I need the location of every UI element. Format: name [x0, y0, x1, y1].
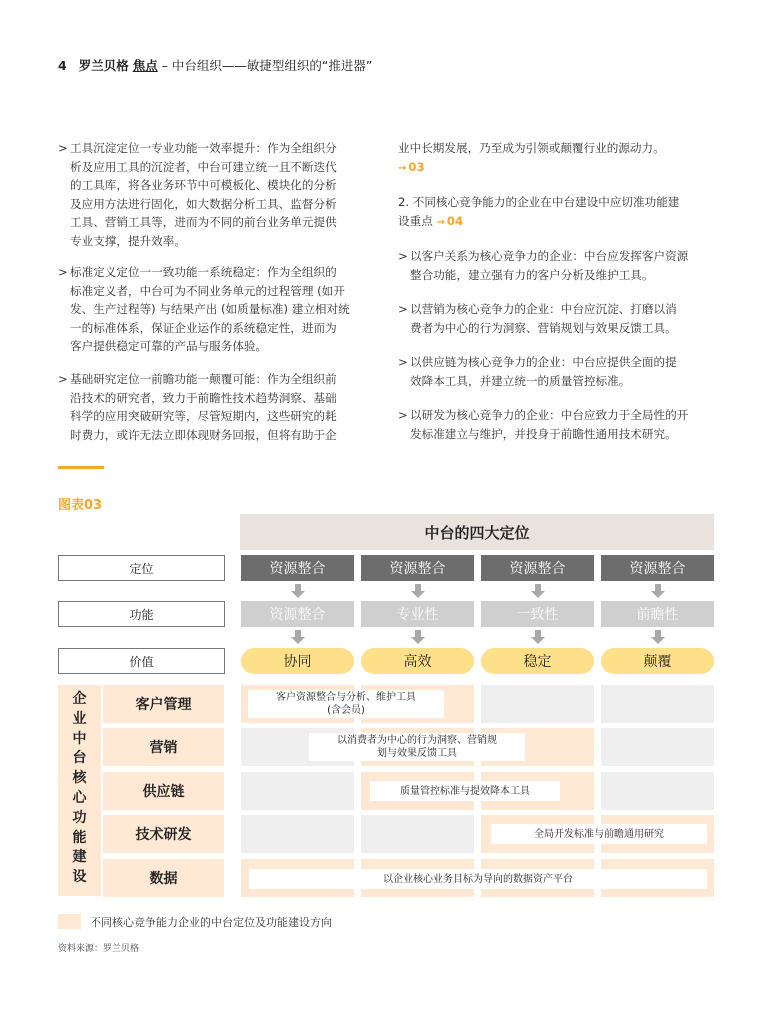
text-line: 整合功能，建立强有力的客户分析及维护工具。 — [410, 267, 654, 282]
text-line: 客户提供稳定可靠的产品与服务体验。 — [70, 339, 268, 354]
text-line: 工具沉淀定位一专业功能一效率提升：作为全组织分 — [70, 141, 337, 155]
row-label-function: 功能 — [58, 601, 225, 627]
row-label-rd: 技术研发 — [103, 815, 224, 853]
left-paragraph-2 — [58, 263, 384, 356]
side-label-char: 建 — [72, 849, 87, 866]
text-line: 时费力，或许无法立即体现财务回报，但将有助于企 — [70, 427, 337, 442]
arrow-right-icon: → — [436, 216, 445, 228]
matrix-cell — [241, 815, 354, 853]
row-label-customer: 客户管理 — [103, 685, 224, 723]
text-line: 析及应用工具的沉淀者，中台可建立统一且不断迭代 — [70, 159, 337, 174]
positioning-box: 资源整合 — [241, 555, 354, 581]
text-line: 费者为中心的行为洞察、营销规划与效果反馈工具。 — [410, 320, 677, 335]
bullet-marker: > — [398, 408, 408, 422]
row-note-supply-chain: 质量管控标准与提效降本工具 — [370, 781, 560, 801]
right-bullet-2 — [398, 300, 720, 337]
arrow-down-icon — [290, 629, 306, 645]
side-label-char: 业 — [72, 710, 87, 727]
value-pill: 稳定 — [481, 648, 594, 674]
legend-swatch — [58, 914, 81, 929]
side-label-char: 企 — [72, 691, 87, 707]
text-line: 以营销为核心竞争力的企业：中台应沉淀、打磨以消 — [410, 302, 677, 316]
function-box: 资源整合 — [241, 601, 354, 627]
function-box: 专业性 — [361, 601, 474, 627]
value-pill: 协同 — [241, 648, 354, 674]
side-label — [58, 690, 101, 888]
text-line: 发标准建立与维护，并投身于前瞻性通用技术研究。 — [410, 426, 677, 441]
text-line: 及应用方法进行固化，如大数据分析工具、监督分析 — [70, 196, 337, 211]
bullet-marker: > — [58, 372, 68, 386]
row-label-supply-chain: 供应链 — [103, 772, 224, 810]
row-label-marketing: 营销 — [103, 728, 224, 766]
side-label-char: 中 — [72, 730, 87, 747]
figure-label: 图表03 — [58, 498, 103, 513]
text-line: 业中长期发展，乃至成为引领或颠覆行业的源动力。 — [398, 141, 665, 155]
side-label-char: 设 — [72, 869, 87, 886]
matrix-cell — [481, 685, 594, 723]
positioning-box: 资源整合 — [601, 555, 714, 581]
side-label-char: 能 — [72, 829, 87, 846]
side-label-char: 心 — [72, 789, 87, 806]
arrow-down-icon — [530, 583, 546, 599]
section-name: 焦点 — [132, 58, 158, 73]
right-bullet-1 — [398, 247, 720, 284]
function-box: 一致性 — [481, 601, 594, 627]
positioning-box: 资源整合 — [361, 555, 474, 581]
legend-text: 不同核心竞争能力企业的中台定位及功能建设方向 — [90, 916, 332, 929]
page-number: 4 — [58, 58, 67, 73]
positioning-box: 资源整合 — [481, 555, 594, 581]
matrix-cell — [241, 772, 354, 810]
row-note-marketing: 以消费者为中心的行为洞察、营销规 划与效果反馈工具 — [309, 733, 525, 761]
function-box: 前瞻性 — [601, 601, 714, 627]
text-line: 的工具库，将各业务环节中可模板化、模块化的分析 — [70, 178, 337, 193]
arrow-down-icon — [290, 583, 306, 599]
figure-link-03[interactable] — [398, 160, 425, 174]
bullet-marker: > — [398, 249, 408, 263]
text-line: 发、生产过程等) 与结果产出 (如质量标准) 建立相对统 — [70, 302, 350, 317]
section-divider — [58, 466, 104, 469]
figure-title: 中台的四大定位 — [240, 514, 714, 550]
row-note-data: 以企业核心业务目标为导向的数据资产平台 — [249, 869, 707, 889]
row-label-data: 数据 — [103, 859, 224, 897]
row-note-customer: 客户资源整合与分析、维护工具 (含会员) — [248, 690, 444, 718]
row-label-value: 价值 — [58, 648, 225, 674]
arrow-down-icon — [530, 629, 546, 645]
bullet-marker: > — [58, 265, 68, 279]
left-paragraph-1 — [58, 139, 384, 251]
text-line: 专业支撑，提升效率。 — [70, 233, 186, 248]
header-title: – 中台组织——敏捷型组织的“推进器” — [161, 58, 373, 73]
value-pill: 高效 — [361, 648, 474, 674]
right-bullet-3 — [398, 353, 720, 390]
brand-name: 罗兰贝格 — [78, 58, 129, 73]
text-line: 以客户关系为核心竞争力的企业：中台应发挥客户资源 — [410, 249, 689, 263]
link-label: 03 — [408, 159, 425, 174]
matrix-cell — [601, 772, 714, 810]
matrix-cell — [361, 815, 474, 853]
right-continuation — [398, 139, 718, 178]
arrow-down-icon — [410, 583, 426, 599]
row-label-positioning: 定位 — [58, 555, 225, 581]
matrix-cell — [601, 685, 714, 723]
left-paragraph-3 — [58, 370, 384, 444]
text-line: 以供应链为核心竞争力的企业：中台应提供全面的提 — [410, 355, 677, 369]
arrow-down-icon — [650, 629, 666, 645]
value-pill: 颠覆 — [601, 648, 714, 674]
arrow-down-icon — [650, 583, 666, 599]
text-line: 以研发为核心竞争力的企业：中台应致力于全局性的开 — [410, 408, 689, 422]
row-note-rd: 全局开发标准与前瞻通用研究 — [491, 824, 707, 844]
side-label-char: 台 — [72, 750, 87, 767]
side-label-char: 核 — [72, 770, 87, 787]
page-header — [58, 56, 372, 74]
right-bullet-4 — [398, 406, 720, 443]
text-line: 设重点 — [398, 213, 433, 228]
side-label-char: 功 — [72, 809, 87, 826]
text-line: 科学的应用突破研究等，尽管短期内，这些研究的耗 — [70, 409, 337, 424]
matrix-cell — [601, 728, 714, 766]
link-label: 04 — [446, 213, 464, 228]
bullet-marker: > — [58, 141, 68, 155]
text-line: 工具、营销工具等，进而为不同的前台业务单元提供 — [70, 215, 337, 230]
text-line: 基础研究定位一前瞻功能一颠覆可能：作为全组织前 — [70, 372, 337, 386]
text-line: 标准定义定位一一致功能一系统稳定：作为全组织的 — [70, 265, 337, 279]
arrow-down-icon — [410, 629, 426, 645]
text-line: 标准定义者，中台可为不同业务单元的过程管理 (如开 — [70, 283, 345, 298]
bullet-marker: > — [398, 355, 408, 369]
text-line: 一的标准体系，保证企业运作的系统稳定性，进而为 — [70, 320, 337, 335]
source-note: 资料来源：罗兰贝格 — [58, 944, 140, 954]
text-line: 效降本工具，并建立统一的质量管控标准。 — [410, 373, 631, 388]
figure-link-04[interactable] — [436, 214, 463, 228]
right-item-2 — [398, 193, 718, 232]
text-line: 2. 不同核心竞争能力的企业在中台建设中应切准功能建 — [398, 195, 680, 209]
arrow-right-icon: → — [398, 162, 407, 174]
text-line: 沿技术的研究者，致力于前瞻性技术趋势洞察、基础 — [70, 390, 337, 405]
bullet-marker: > — [398, 302, 408, 316]
